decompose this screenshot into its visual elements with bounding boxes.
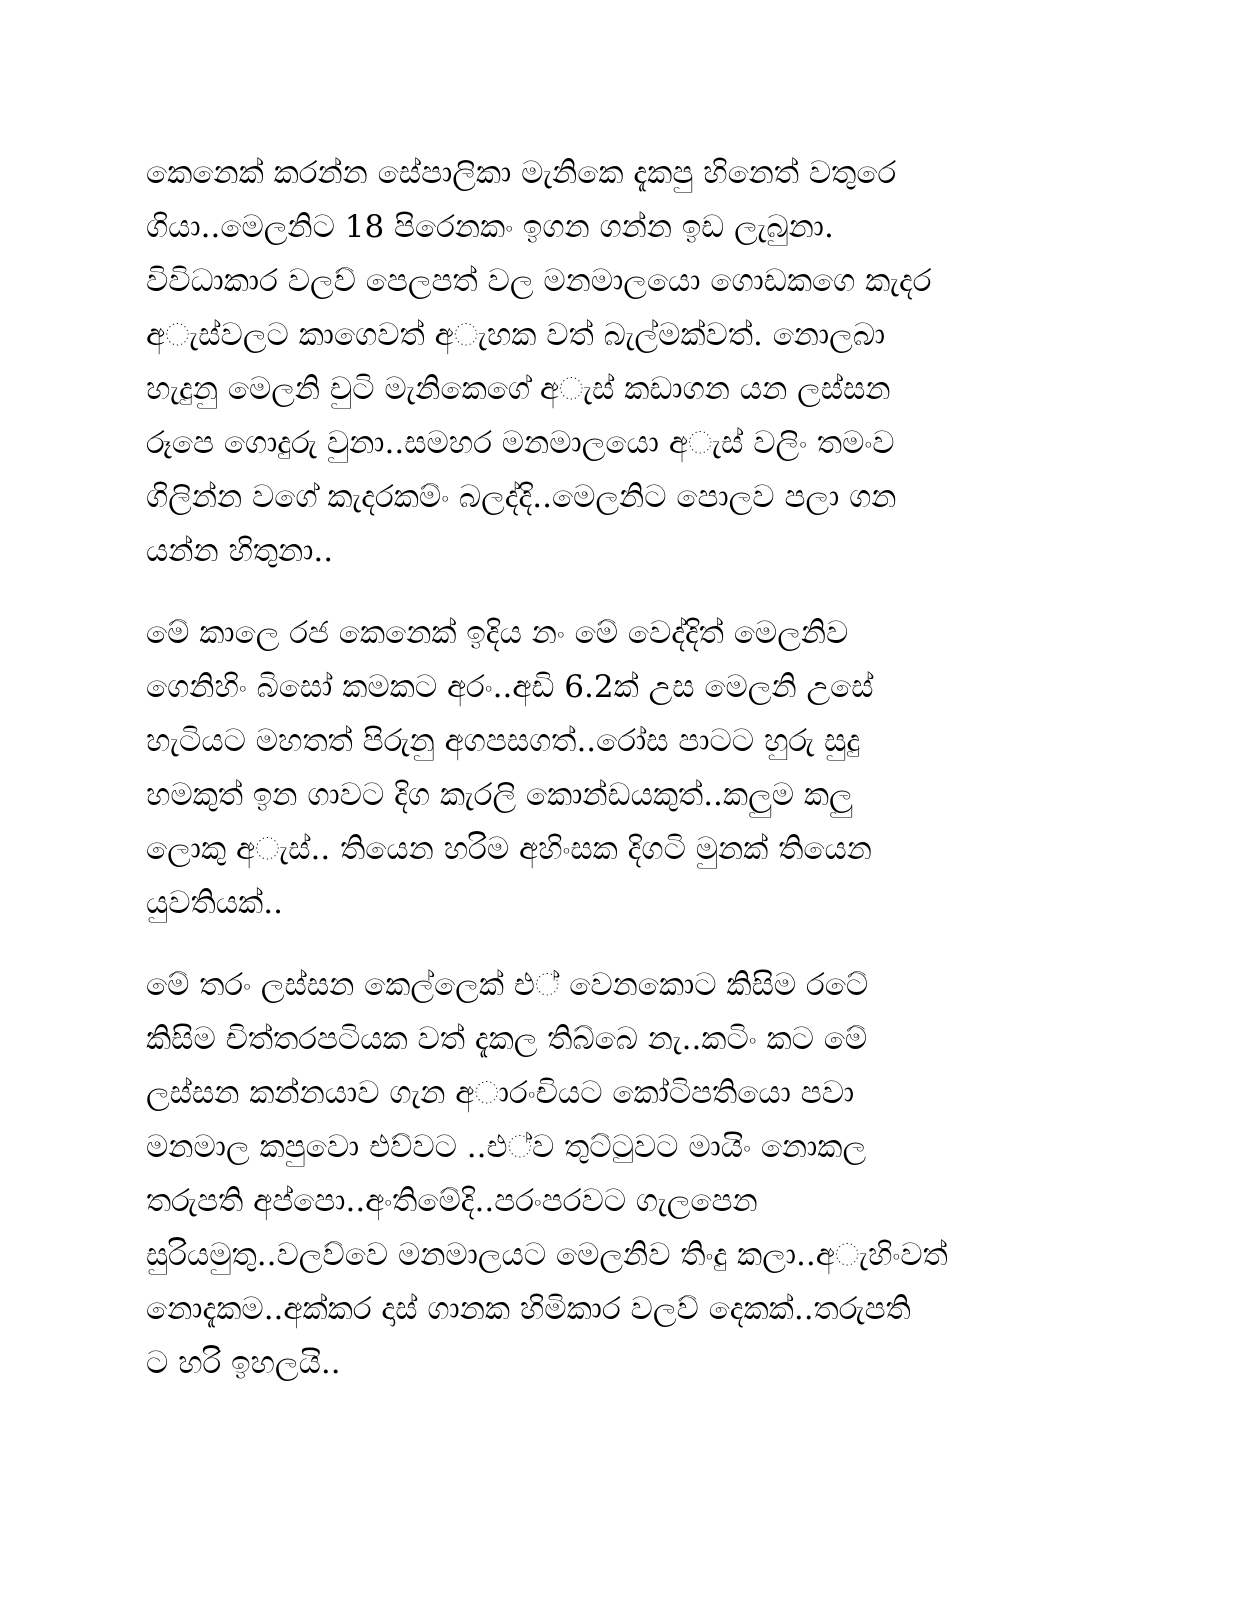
- text-line: තරුපති අප්පො..අංතිමේදි..පරංපරවට ගැලපෙන: [146, 1183, 758, 1219]
- paragraph-1: [146, 146, 1086, 578]
- paragraph-3: [146, 958, 1086, 1390]
- text-line: හැටියට මහතත් පිරුනු අගපසගත්..රෝස පාටට හුරු සුදු: [146, 723, 861, 759]
- text-line: ගෙනිහිං බිසෝ කමකට අරං..අඩි 6.2ක් උස මෙලනි උසේ: [146, 669, 874, 705]
- text-line: ගිලින්න වගේ කැදරකම්ං බලද්දි..මෙලනිට පොලව පලා ගන: [146, 479, 897, 515]
- text-line: රූපෙ ගොදුරු වුනා..සමහර මනමාලයො අැස් වලිං තමංව: [146, 425, 895, 461]
- text-line: හැදුනු මෙලනි චුටි මැනිකෙගේ අැස් කඩාගන යන ලස්සන: [146, 371, 891, 407]
- text-line: හමකුත් ඉන ගාවට දිග කැරලි කොන්ඩයකුත්..කලුම කලු: [146, 777, 853, 813]
- text-line: මනමාල කපුවො එව්වට ..එ්ව තුට්ටුවට මායිං නොකල: [146, 1129, 867, 1165]
- text-line: විවිධාකාර වලව් පෙලපත් වල මනමාලයො ගොඩකගෙ කැදර: [146, 263, 932, 299]
- text-line: මේ කාලෙ රජ කෙනෙක් ඉදිය නං මේ වෙද්දිත් මෙලනිව: [146, 615, 849, 651]
- text-line: සුරියමුතු..වලව්වෙ මනමාලයට මෙලනිව තිංදු කලා..අැහිංවත්: [146, 1237, 948, 1273]
- text-line: ලස්සන කන්නයාව ගැන අාරංචියට කෝටිපතියො පවා: [146, 1075, 855, 1111]
- text-line: යුවතියක්..: [146, 885, 283, 921]
- paragraph-2: [146, 606, 1086, 930]
- document-body: [146, 146, 1086, 1418]
- text-line: ට හරි ඉහලයි..: [146, 1345, 341, 1381]
- text-line: අැස්වලට කාගෙවත් අැහක වත් බැල්මක්වත්. නොලබා: [146, 317, 886, 353]
- text-line: ලොකු අැස්.. තියෙන හරිම අහිංසක දිගටි මුනක් තියෙන: [146, 831, 872, 867]
- text-line: මේ තරං ලස්සන කෙල්ලෙක් එ් වෙනකොට කිසිම රටේ: [146, 967, 869, 1003]
- text-line: යන්න හිතුනා..: [146, 533, 334, 569]
- text-line: නොදැකම..අක්කර දාස් ගානක හිමිකාර වලව් දෙකක්..තරුපති: [146, 1291, 911, 1327]
- text-line: කිසිම චිත්තරපටියක වත් දැකල තිබ්බෙ නැ..කටිං කට මේ: [146, 1021, 868, 1057]
- text-line: කෙනෙක් කරන්න සේපාලිකා මැනිකෙ දැකපු හිනෙත් වතුරෙ: [146, 155, 897, 191]
- text-line: ගියා..මෙලනිට 18 පිරෙනකං ඉගන ගන්න ඉඩ ලැබුනා.: [146, 209, 834, 245]
